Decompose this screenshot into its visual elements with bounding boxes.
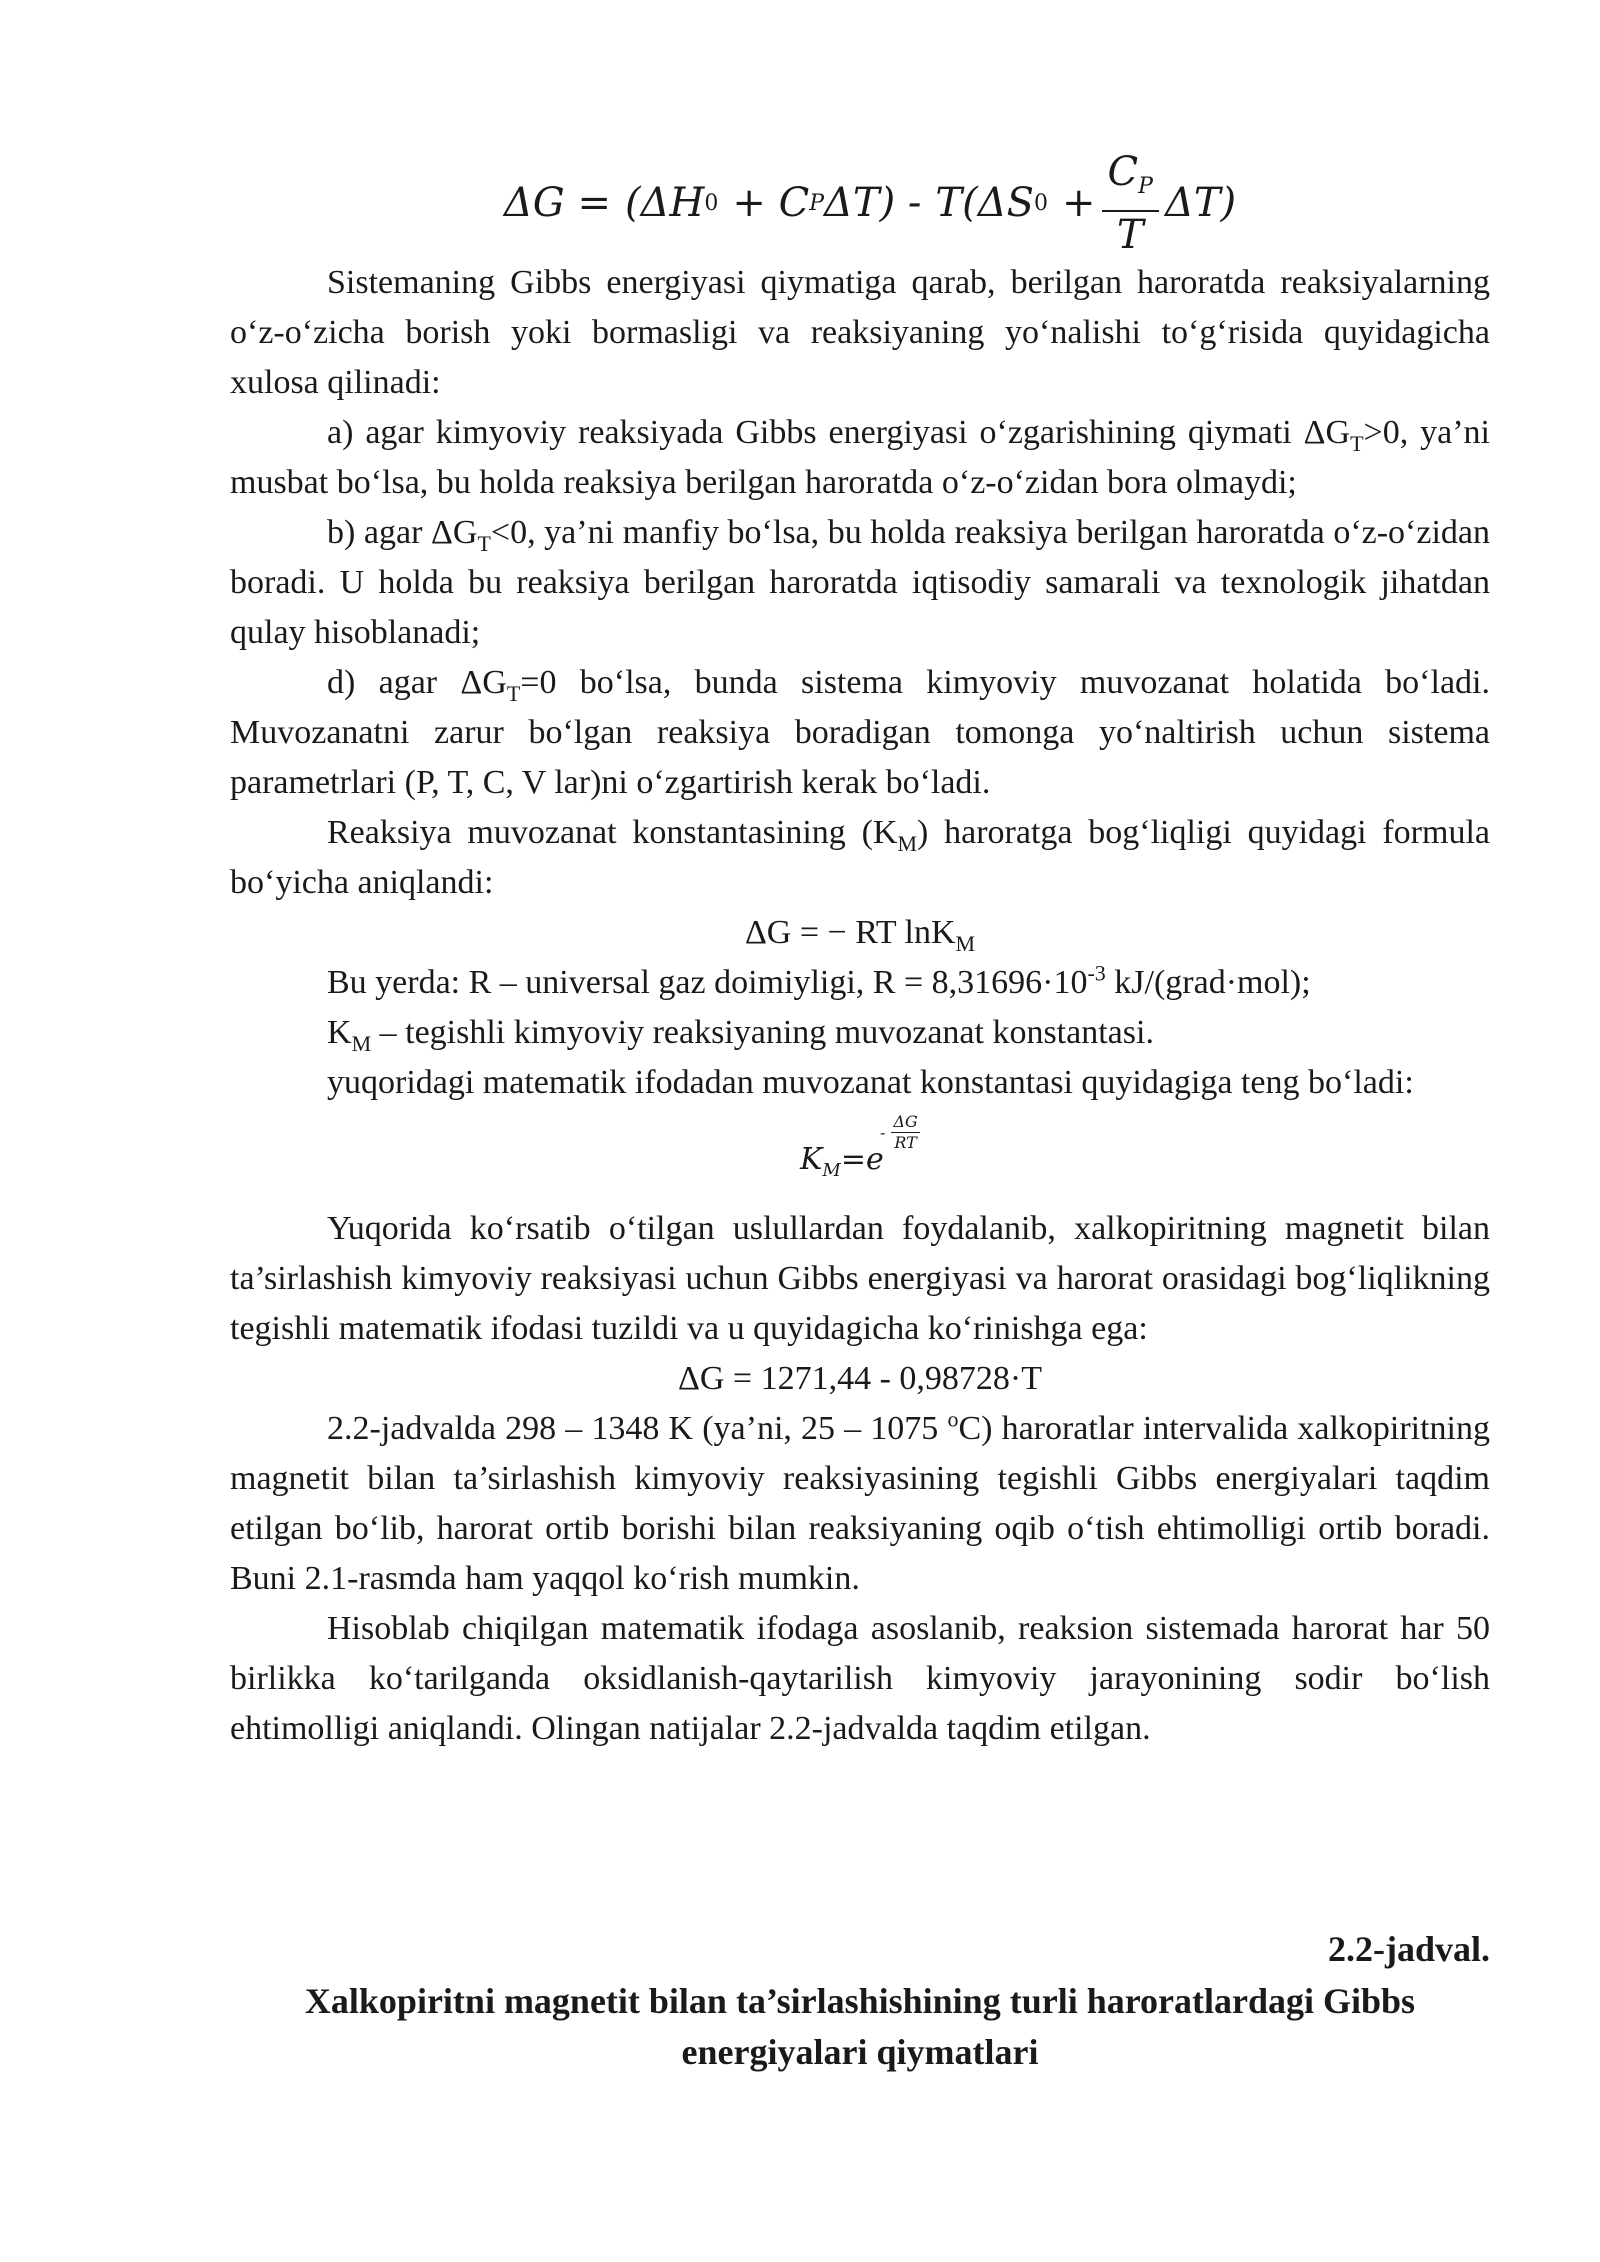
table-desc-text: 2.2-jadvalda 298 – 1348 K (ya’ni, 25 – 1075: [327, 1410, 948, 1447]
case-a-text-cont: >0, ya’ni musbat bo‘lsa, bu holda reaksiya berilgan haroratda o‘z-o‘zidan bora olmaydi;: [230, 414, 1490, 501]
constant-text: Reaksiya muvozanat konstantasining (K: [327, 814, 898, 851]
constant-subscript: M: [897, 830, 918, 856]
formula-lnk-subscript: M: [955, 930, 976, 956]
formula-t: T: [935, 180, 963, 226]
fraction-denominator: T: [1116, 211, 1144, 258]
paragraph-from-formula: yuqoridagi matematik ifodadan muvozanat konstantasi quyidagiga teng bo‘ladi:: [327, 1064, 1414, 1101]
formula-plus: +: [1062, 180, 1096, 226]
formula-fraction-cp-t: [1102, 149, 1159, 258]
km-letter: K: [327, 1014, 352, 1051]
fraction-numerator-c: C: [1107, 148, 1139, 195]
paragraph-case-b: [230, 508, 1490, 658]
degree-superscript: o: [947, 1406, 959, 1432]
gas-constant-exponent: -3: [1087, 960, 1106, 986]
paragraph-gas-constant: [230, 958, 1490, 1008]
formula-lhs: ΔG =: [503, 180, 611, 226]
formula-km-exponent: [880, 1112, 926, 1153]
fraction-numerator-sub: P: [1138, 173, 1153, 199]
formula-km-exponential: [230, 1108, 1490, 1204]
paragraph-table-description: [230, 1404, 1490, 1604]
case-a-subscript: T: [1350, 430, 1364, 456]
document-body: [230, 148, 1490, 1754]
formula-linear-gibbs: ΔG = 1271,44 - 0,98728·T: [677, 1360, 1042, 1397]
case-a-text: a) agar kimyoviy reaksiyada Gibbs energiyasi o‘zgarishining qiymati ΔG: [327, 414, 1351, 451]
gas-constant-text: Bu yerda: R – universal gaz doimiyligi, R = 8,31696·10: [327, 964, 1088, 1001]
gibbs-temperature-formula: [230, 148, 1490, 258]
fraction-numerator: [1102, 149, 1159, 212]
formula-open-ds: (ΔS: [962, 180, 1034, 226]
formula-tail: ΔT): [1164, 180, 1237, 226]
formula-km-base: [800, 1142, 884, 1181]
formula-plus-cp: + C: [732, 180, 810, 226]
exponent-fraction: [891, 1112, 919, 1153]
km-definition-text: – tegishli kimyoviy reaksiyaning muvozanat konstantasi.: [371, 1014, 1154, 1051]
case-d-text: d) agar ΔG: [327, 664, 507, 701]
paragraph-calculation: Hisoblab chiqilgan matematik ifodaga asoslanib, reaksion sistemada harorat har 50 birlikka ko‘tarilganda oksidlanish-qaytarilish kimyoviy jarayonining sodir bo‘lish ehtimolligi aniqlandi. Olingan natijalar 2.2-jadvalda taqdim etilgan.: [230, 1610, 1490, 1747]
formula-km-k: K: [800, 1142, 823, 1177]
formula-open-dh: (ΔH: [624, 180, 705, 226]
formula-sub-p: P: [809, 190, 824, 216]
exponent-minus: -: [880, 1123, 886, 1142]
paragraph-intro: Sistemaning Gibbs energiyasi qiymatiga qarab, berilgan haroratda reaksiyalarning o‘z-o‘zicha borish yoki bormasligi va reaksiyaning yo‘nalishi to‘g‘risida quyidagicha xulosa qilinadi:: [230, 264, 1490, 401]
formula-sup-zero-s: 0: [1034, 190, 1048, 216]
paragraph-km-definition: [230, 1008, 1490, 1058]
case-b-text: b) agar ΔG: [327, 514, 478, 551]
km-subscript: M: [351, 1030, 372, 1056]
paragraph-derived-expression: Yuqorida ko‘rsatib o‘tilgan uslullardan foydalanib, xalkopiritning magnetit bilan ta’sirlashish kimyoviy reaksiyasi uchun Gibbs energiyasi va harorat orasidagi bog‘liqlikning tegishli matematik ifodasi tuzildi va u quyidagicha ko‘rinishga ega:: [230, 1210, 1490, 1347]
formula-sup-zero-h: 0: [704, 190, 719, 216]
table-desc-text-cont: C) haroratlar intervalida xalkopiritning magnetit bilan ta’sirlashish kimyoviy reaksiyasining tegishli Gibbs energiyalari taqdim etilgan bo‘lib, harorat ortib borishi bilan reaksiyaning oqib o‘tish ehtimolligi ortib boradi. Buni 2.1-rasmda ham yaqqol ko‘rish mumkin.: [230, 1410, 1490, 1597]
case-b-subscript: T: [477, 530, 491, 556]
table-title: Xalkopiritni magnetit bilan ta’sirlashishining turli haroratlardagi Gibbs energiyalari qiymatlari: [304, 1981, 1416, 2072]
formula-km-eq: =e: [840, 1142, 884, 1177]
formula-lnk-main: ΔG = − RT lnK: [744, 914, 956, 951]
exponent-numerator: ΔG: [893, 1112, 918, 1131]
paragraph-case-a: [230, 408, 1490, 508]
formula-km-subscript: M: [822, 1160, 841, 1181]
case-b-text-cont: <0, ya’ni manfiy bo‘lsa, bu holda reaksiya berilgan haroratda o‘z-o‘zidan boradi. U holda bu reaksiya berilgan haroratda iqtisodiy samarali va texnologik jihatdan qulay hisoblanadi;: [230, 514, 1490, 651]
formula-dt-close: ΔT) -: [824, 180, 922, 226]
table-number: 2.2-jadval.: [1328, 1929, 1490, 1969]
paragraph-case-d: [230, 658, 1490, 808]
constant-text-cont: ) haroratga bog‘liqligi quyidagi formula bo‘yicha aniqlandi:: [230, 814, 1490, 901]
paragraph-equilibrium-constant: [230, 808, 1490, 908]
formula-lnk: [230, 908, 1490, 958]
case-d-subscript: T: [506, 680, 521, 706]
gas-constant-unit: kJ/(grad·mol);: [1105, 964, 1311, 1001]
exponent-denominator: RT: [894, 1133, 917, 1152]
case-d-text-cont: =0 bo‘lsa, bunda sistema kimyoviy muvozanat holatida bo‘ladi. Muvozanatni zarur bo‘lgan reaksiya boradigan tomonga yo‘naltirish uchun sistema parametrlari (P, T, C, V lar)ni o‘zgartirish kerak bo‘ladi.: [230, 664, 1490, 801]
